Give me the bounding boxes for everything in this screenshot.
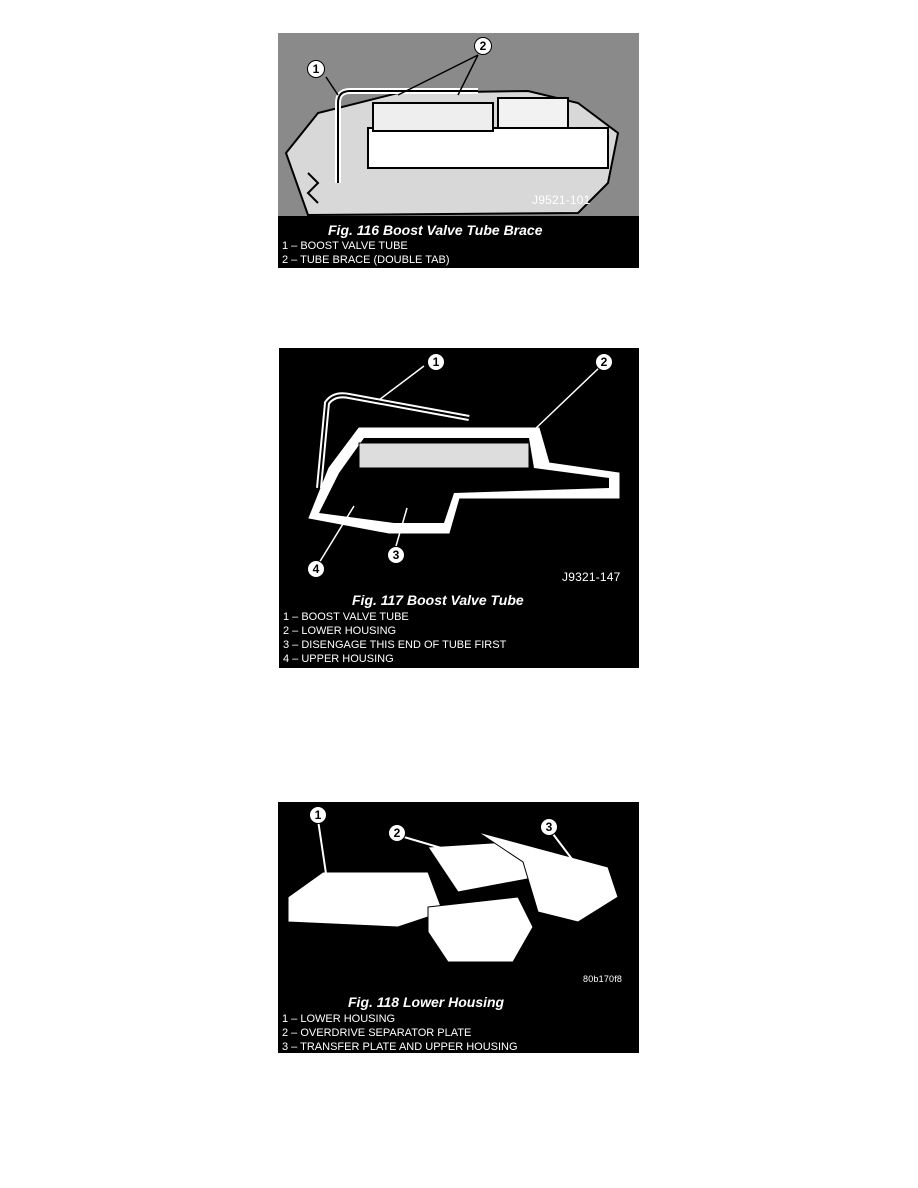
figure-title: Fig. 116 Boost Valve Tube Brace	[328, 222, 543, 238]
legend-item: 4 – UPPER HOUSING	[283, 653, 394, 665]
legend-item: 3 – DISENGAGE THIS END OF TUBE FIRST	[283, 639, 507, 651]
callout-2: 2	[388, 824, 406, 842]
legend-item: 1 – BOOST VALVE TUBE	[282, 240, 408, 252]
figure-116	[278, 33, 639, 268]
figure-code: J9321-147	[562, 570, 621, 584]
callout-1: 1	[309, 806, 327, 824]
figure-legend	[282, 239, 450, 267]
figure-118	[278, 802, 639, 1053]
figure-legend	[282, 1012, 518, 1053]
callout-1: 1	[427, 353, 445, 371]
callout-4: 4	[307, 560, 325, 578]
callout-1: 1	[307, 60, 325, 78]
callout-2: 2	[474, 37, 492, 55]
legend-item: 2 – OVERDRIVE SEPARATOR PLATE	[282, 1027, 472, 1039]
legend-item: 3 – TRANSFER PLATE AND UPPER HOUSING	[282, 1041, 518, 1053]
figure-title: Fig. 117 Boost Valve Tube	[352, 592, 524, 608]
callout-3: 3	[540, 818, 558, 836]
callout-3: 3	[387, 546, 405, 564]
legend-item: 1 – LOWER HOUSING	[282, 1013, 396, 1025]
figure-code: 80b170f8	[583, 974, 623, 984]
legend-item: 2 – TUBE BRACE (DOUBLE TAB)	[282, 254, 450, 266]
figure-117	[279, 348, 639, 668]
legend-item: 1 – BOOST VALVE TUBE	[283, 611, 409, 623]
figure-title: Fig. 118 Lower Housing	[348, 994, 505, 1010]
legend-item: 2 – LOWER HOUSING	[283, 625, 397, 637]
figure-legend	[283, 610, 506, 666]
figure-code: J9521-101	[532, 193, 591, 207]
callout-2: 2	[595, 353, 613, 371]
